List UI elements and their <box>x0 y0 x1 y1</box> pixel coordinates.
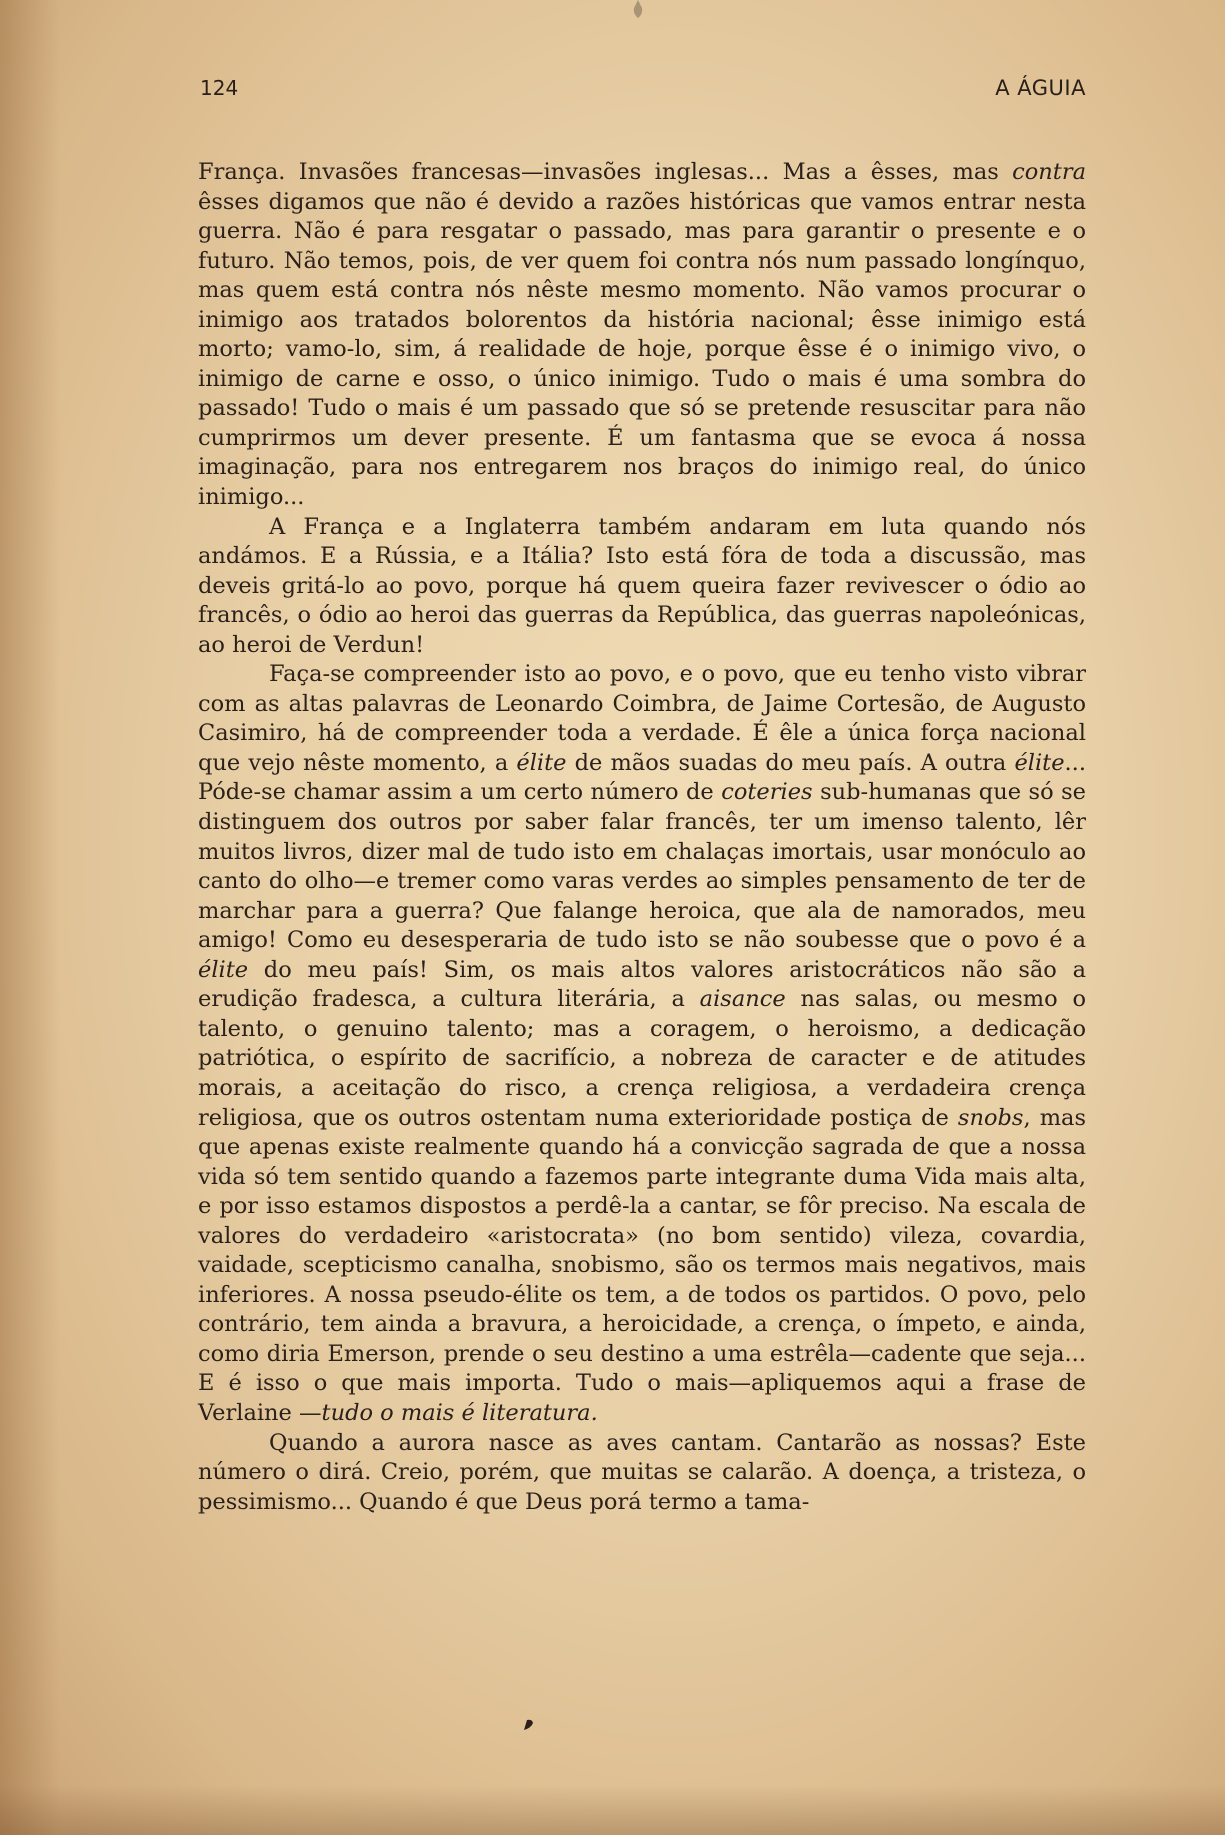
text-run: do meu país! Sim, os mais altos valores aristocráticos não são a erudição fradesca, a cultura literária, a <box>198 956 1086 1013</box>
paragraph <box>198 660 1086 1428</box>
paragraph <box>198 158 1086 513</box>
page-header <box>200 76 1086 110</box>
italic-run: élite <box>1014 749 1065 776</box>
article-body <box>198 158 1086 1517</box>
italic-run: élite <box>198 956 249 983</box>
text-run: , mas que apenas existe realmente quando há a convicção sagrada de que a nossa vida só tem sentido quando a fazemos parte integrante duma Vida mais alta, e por isso estamos dispostos a perdê-la a cantar, se fôr preciso. Na escala de valores do verdadeiro «aristocrata» (no bom sentido) vileza, covardia, vaidade, scepticismo canalha, snobismo, são os termos mais negativos, mais inferiores. A nossa pseudo-élite os tem, a de todos os partidos. O povo, pelo contrário, tem ainda a bravura, a heroicidade, a crença, o ímpeto, e ainda, como diria Emerson, prende o seu destino a uma estrêla—cadente que seja... E é isso o que mais importa. Tudo o mais—apliquemos aqui a frase de Verlaine — <box>198 1104 1086 1426</box>
text-run: Faça-se compreender isto ao povo, e o povo, que eu tenho visto vibrar com as altas palavras de Leonardo Coimbra, de Jaime Cortesão, de Augusto Casimiro, há de compreender toda a verdade. É êle a única força nacional que vejo nêste momento, a <box>198 661 1086 776</box>
paragraph <box>198 1429 1086 1518</box>
italic-run: élite <box>516 749 567 776</box>
text-run: de mãos suadas do meu país. A outra <box>566 749 1015 776</box>
text-run: A França e a Inglaterra também andaram em luta quando nós andámos. E a Rússia, e a Itália? Isto está fóra de toda a discussão, mas deveis gritá-lo ao povo, porque há quem queira fazer revivescer o ódio ao francês, o ódio ao heroi das guerras da República, das guerras napoleónicas, ao heroi de Verdun! <box>198 513 1086 658</box>
text-run: Quando a aurora nasce as aves cantam. Cantarão as nossas? Este número o dirá. Creio, porém, que muitas se calarão. A doença, a tristeza, o pessimismo... Quando é que Deus porá termo a tama- <box>198 1429 1086 1515</box>
italic-run: coteries <box>721 779 813 806</box>
ink-spot-icon <box>631 0 645 20</box>
paragraph <box>198 513 1086 661</box>
page-edge-shadow <box>0 0 60 1835</box>
text-run: ... Póde-se chamar assim a um certo número de <box>198 749 1086 806</box>
text-run: França. Invasões francesas—invasões inglesas... Mas a êsses, mas <box>198 159 1013 185</box>
running-head: A ÁGUIA <box>995 76 1086 100</box>
italic-run: snobs <box>957 1104 1024 1131</box>
italic-run: aisance <box>699 986 786 1013</box>
italic-run: contra <box>1012 159 1086 185</box>
italic-run: tudo o mais é literatura. <box>321 1399 598 1426</box>
text-run: nas salas, ou mesmo o talento, o genuino talento; mas a coragem, o heroismo, a dedicação patriótica, o espírito de sacrifício, a nobreza de caracter e de atitudes morais, a aceitação do risco, a crença religiosa, a verdadeira crença religiosa, que os outros ostentam numa exterioridade postiça de <box>198 986 1086 1131</box>
ornament-mark-icon <box>521 1718 535 1732</box>
page-number: 124 <box>200 76 239 100</box>
text-run: êsses digamos que não é devido a razões históricas que vamos entrar nesta guerra. Não é para resgatar o passado, mas para garantir o presente e o futuro. Não temos, pois, de ver quem foi contra nós num passado longínquo, mas quem está contra nós nêste mesmo momento. Não vamos procurar o inimigo aos tratados bolorentos da história nacional; êsse inimigo está morto; vamo-lo, sim, á realidade de hoje, porque êsse é o inimigo vivo, o inimigo de carne e osso, o único inimigo. Tudo o mais é uma sombra do passado! Tudo o mais é um passado que só se pretende resuscitar para não cumprirmos um dever presente. É um fantasma que se evoca á nossa imaginação, para nos entregarem nos braços do inimigo real, do único inimigo... <box>198 188 1086 511</box>
text-run: sub-humanas que só se distinguem dos outros por saber falar francês, ter um imenso talento, lêr muitos livros, dizer mal de tudo isto em chalaças imortais, usar monóculo ao canto do olho—e tremer como varas verdes ao simples pensamento de ter de marchar para a guerra? Que falange heroica, que ala de namorados, meu amigo! Como eu desesperaria de tudo isto se não soubesse que o povo é a <box>198 779 1086 954</box>
page-bottom-shadow <box>0 1785 1225 1835</box>
